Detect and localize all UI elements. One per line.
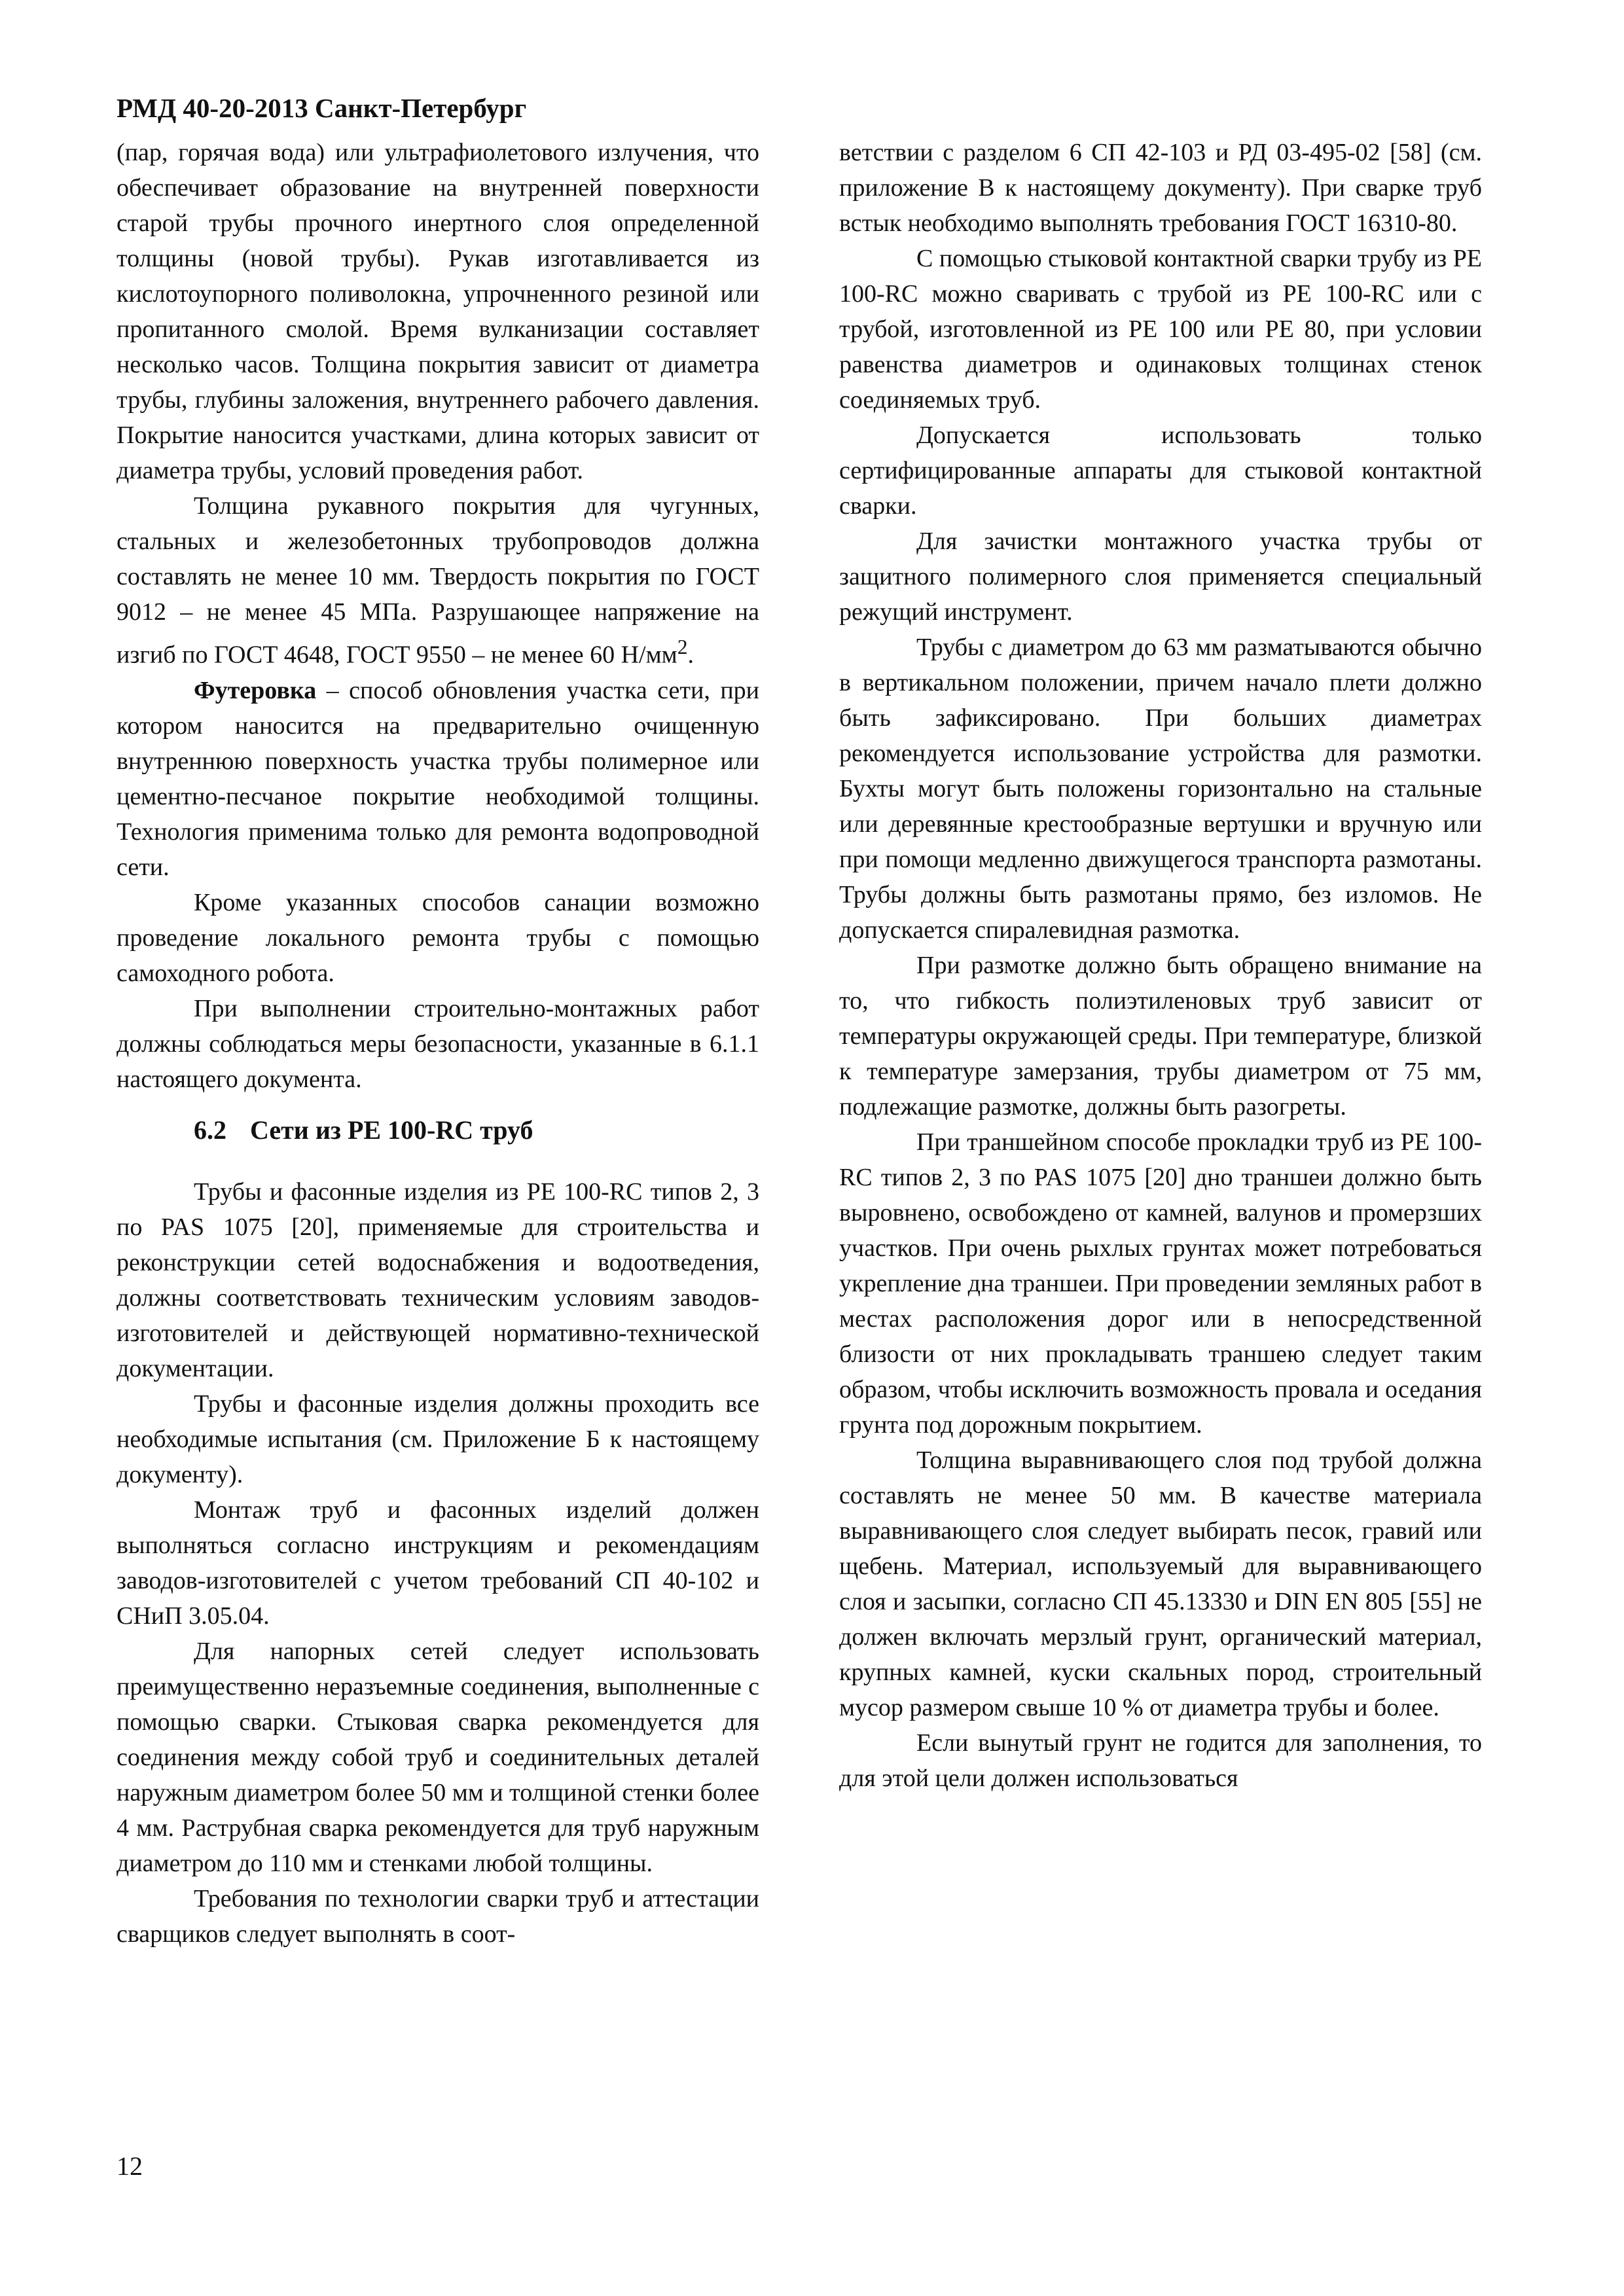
- section-title: Сети из PE 100-RC труб: [250, 1115, 533, 1145]
- paragraph: Трубы и фасонные изделия должны проходить все необходимые испытания (см. Приложение Б к настоящему документу).: [117, 1390, 759, 1488]
- superscript: 2: [677, 636, 688, 658]
- paragraph: Трубы и фасонные изделия из PE 100-RC типов 2, 3 по PAS 1075 [20], применяемые для строительства и реконструкции сетей водоснабжения и водоотведения, должны соответствовать техническим условиям заводов-изготовителей и действующей нормативно-технической документации.: [117, 1177, 759, 1382]
- paragraph: Толщина выравнивающего слоя под трубой должна составлять не менее 50 мм. В качестве материала выравнивающего слоя следует выбирать песок, гравий или щебень. Материал, используемый для выравнивающего слоя и засыпки, согласно СП 45.13330 и DIN EN 805 [55] не должен включать мерзлый грунт, органический материал, крупных камней, куски скальных пород, строительный мусор размером свыше 10 % от диаметра трубы и более.: [839, 1446, 1482, 1721]
- paragraph-text: – способ обновления участка сети, при котором наносится на предварительно очищенную внутреннюю поверхность участка трубы полимерное или цементно-песчаное покрытие необходимой толщины. Технология применима только для ремонта водопроводной сети.: [117, 676, 759, 881]
- term-bold: Футеровка: [194, 676, 317, 704]
- paragraph: Для напорных сетей следует использовать преимущественно неразъемные соединения, выполненные с помощью сварки. Стыковая сварка рекомендуется для соединения между собой труб и соединительных деталей наружным диаметром более 50 мм и толщиной стенки более 4 мм. Раструбная сварка рекомендуется для труб наружным диаметром до 110 мм и стенками любой толщины.: [117, 1637, 760, 1877]
- paragraph: С помощью стыковой контактной сварки трубу из PE 100-RC можно сваривать с трубой из PE 100-RC или с трубой, изготовленной из PE 100 или PE 80, при условии равенства диаметров и одинаковых толщинах стенок соединяемых труб.: [839, 245, 1482, 414]
- page-number: 12: [117, 2151, 143, 2181]
- right-column: [839, 135, 1482, 1796]
- paragraph: Для зачистки монтажного участка трубы от защитного полимерного слоя применяется специальный режущий инструмент.: [839, 528, 1482, 626]
- paragraph: [117, 673, 759, 885]
- paragraph: При размотке должно быть обращено внимание на то, что гибкость полиэтиленовых труб зависит от температуры окружающей среды. При температуре, близкой к температуре замерзания, трубы диаметром от 75 мм, подлежащие размотке, должны быть разогреты.: [839, 952, 1482, 1121]
- left-column: [117, 135, 759, 1952]
- section-number: 6.2: [194, 1115, 226, 1145]
- running-header: РМД 40-20-2013 Санкт-Петербург: [117, 93, 527, 123]
- paragraph: Монтаж труб и фасонных изделий должен выполняться согласно инструкциям и рекомендациям заводов-изготовителей с учетом требований СП 40-102 и СНиП 3.05.04.: [117, 1496, 759, 1630]
- paragraph: Требования по технологии сварки труб и аттестации сварщиков следует выполнять в соот-: [117, 1884, 759, 1948]
- paragraph: ветствии с разделом 6 СП 42-103 и РД 03-495-02 [58] (см. приложение В к настоящему документу). При сварке труб встык необходимо выполнять требования ГОСТ 16310-80.: [839, 139, 1482, 237]
- paragraph: При выполнении строительно-монтажных работ должны соблюдаться меры безопасности, указанные в 6.1.1 настоящего документа.: [117, 994, 759, 1093]
- paragraph: Если вынутый грунт не годится для заполнения, то для этой цели должен использоваться: [839, 1729, 1482, 1792]
- paragraph: При траншейном способе прокладки труб из PE 100-RC типов 2, 3 по PAS 1075 [20] дно траншеи должно быть выровнено, освобождено от камней, валунов и промерзших участков. При очень рыхлых грунтах может потребоваться укрепление дна траншеи. При проведении земляных работ в местах расположения дорог или в непосредственной близости от них прокладывать траншею следует таким образом, чтобы исключить возможность провала и оседания грунта под дорожным покрытием.: [839, 1128, 1482, 1439]
- paragraph: Трубы с диаметром до 63 мм разматываются обычно в вертикальном положении, причем начало плети должно быть зафиксировано. При больших диаметрах рекомендуется использование устройства для размотки. Бухты могут быть положены горизонтально на стальные или деревянные крестообразные вертушки и вручную или при помощи медленно движущегося транспорта размотаны. Трубы должны быть размотаны прямо, без изломов. Не допускается спиралевидная размотка.: [839, 634, 1482, 944]
- paragraph: (пар, горячая вода) или ультрафиолетового излучения, что обеспечивает образование на внутренней поверхности старой трубы прочного инертного слоя определенной толщины (новой трубы). Рукав изготавливается из кислотоупорного поливолокна, упрочненного резиной или пропитанного смолой. Время вулканизации составляет несколько часов. Толщина покрытия зависит от диаметра трубы, глубины заложения, внутреннего рабочего давления. Покрытие наносится участками, длина которых зависит от диаметра трубы, условий проведения работ.: [117, 139, 759, 484]
- section-heading: [117, 1113, 759, 1148]
- paragraph: Кроме указанных способов санации возможно проведение локального ремонта трубы с помощью самоходного робота.: [117, 888, 759, 987]
- paragraph: Допускается использовать только сертифицированные аппараты для стыковой контактной сварки.: [839, 422, 1482, 520]
- paragraph: [117, 488, 759, 673]
- paragraph-end: .: [687, 641, 695, 669]
- paragraph-text: Толщина рукавного покрытия для чугунных, стальных и железобетонных трубопроводов должна составлять не менее 10 мм. Твердость покрытия по ГОСТ 9012 – не менее 45 МПа. Разрушающее напряжение на изгиб по ГОСТ 4648, ГОСТ 9550 – не менее 60 Н/мм: [117, 492, 759, 669]
